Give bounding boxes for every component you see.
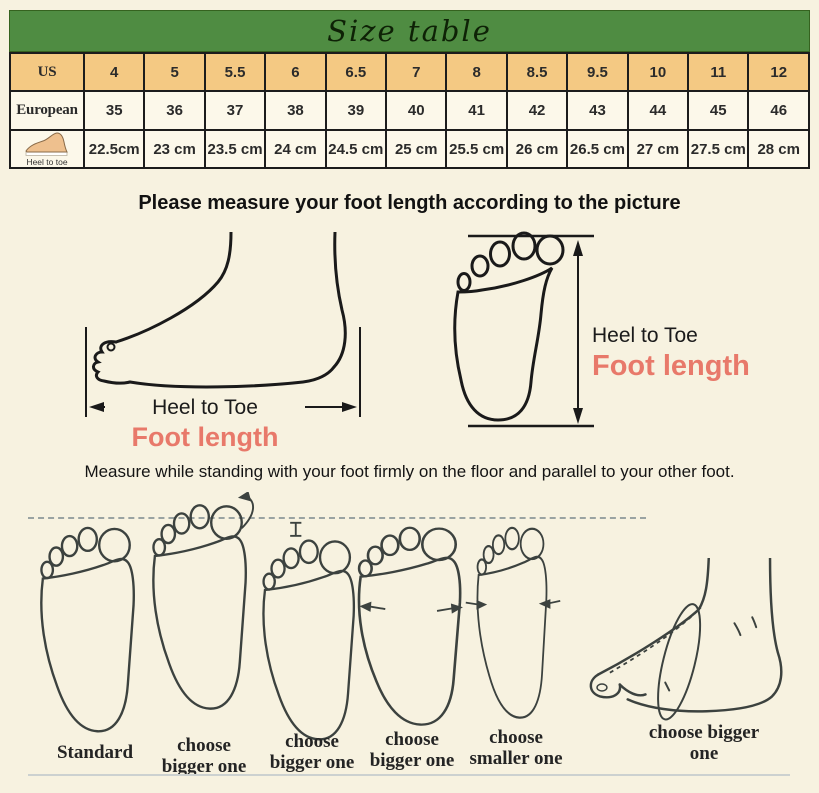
us-size-cell: 11: [688, 53, 748, 91]
size-table-banner: [9, 10, 810, 52]
cm-size-cell: 26.5 cm: [567, 130, 627, 168]
eu-size-cell: 41: [446, 91, 506, 130]
heel-to-toe-row: [10, 130, 809, 168]
eu-size-cell: 39: [326, 91, 386, 130]
us-size-cell: 5: [144, 53, 204, 91]
us-size-cell: 6: [265, 53, 325, 91]
size-table-title: Size table: [327, 14, 492, 48]
us-size-cell: 10: [628, 53, 688, 91]
cm-size-cell: 27.5 cm: [688, 130, 748, 168]
cm-size-cell: 27 cm: [628, 130, 688, 168]
foot-standard-illustration: [40, 524, 145, 739]
sole-view-heel-to-toe-label: Heel to Toe: [592, 324, 698, 347]
us-row-label: US: [10, 53, 84, 91]
eu-size-cell: 38: [265, 91, 325, 130]
side-view-foot-length-label: Foot length: [131, 422, 279, 452]
foot-wide-illustration: [352, 524, 474, 732]
eu-size-cell: 37: [205, 91, 265, 130]
eu-size-cell: 46: [748, 91, 809, 130]
eu-size-cell: 40: [386, 91, 446, 130]
measure-note: Measure while standing with your foot firmly on the floor and parallel to your other foot.: [84, 462, 735, 481]
cm-size-cell: 23.5 cm: [205, 130, 265, 168]
cm-size-cell: 23 cm: [144, 130, 204, 168]
cm-size-cell: 26 cm: [507, 130, 567, 168]
cm-size-cell: 24.5 cm: [326, 130, 386, 168]
us-size-row: [10, 53, 809, 91]
european-row-label: European: [10, 91, 84, 130]
us-size-cell: 6.5: [326, 53, 386, 91]
eu-size-cell: 43: [567, 91, 627, 130]
fit-guide-label-bigger-4: choose bigger one: [648, 722, 760, 765]
fit-guide-label-bigger-1: choose bigger one: [161, 735, 247, 778]
foot-side-icon: [24, 131, 70, 157]
eu-size-cell: 44: [628, 91, 688, 130]
foot-short-gap-illustration: [262, 520, 365, 744]
fit-guide-label-bigger-3: choose bigger one: [369, 729, 455, 772]
heel-to-toe-caption: Heel to toe: [26, 157, 68, 168]
heel-to-toe-label-cell: [10, 130, 84, 168]
eu-size-cell: 45: [688, 91, 748, 130]
cm-size-cell: 28 cm: [748, 130, 809, 168]
bottom-divider-line: [28, 774, 790, 776]
us-size-cell: 12: [748, 53, 809, 91]
us-size-cell: 8.5: [507, 53, 567, 91]
us-size-cell: 8: [446, 53, 506, 91]
measure-heading: Please measure your foot length according to the picture: [138, 192, 681, 214]
us-size-cell: 5.5: [205, 53, 265, 91]
size-table: [9, 52, 810, 169]
cm-size-cell: 25.5 cm: [446, 130, 506, 168]
us-size-cell: 9.5: [567, 53, 627, 91]
fit-guide-label-standard: Standard: [56, 742, 134, 763]
sole-view-foot-length-label: Foot length: [592, 350, 750, 382]
toe-alignment-dashed-line: [28, 517, 646, 519]
foot-narrow-illustration: [464, 524, 562, 725]
foot-sole-view-diagram: [452, 230, 607, 435]
cm-size-cell: 24 cm: [265, 130, 325, 168]
eu-size-cell: 36: [144, 91, 204, 130]
eu-size-cell: 35: [84, 91, 144, 130]
foot-high-instep-illustration: [588, 558, 786, 731]
eu-size-cell: 42: [507, 91, 567, 130]
side-view-heel-to-toe-label: Heel to Toe: [105, 396, 305, 420]
us-size-cell: 4: [84, 53, 144, 91]
cm-size-cell: 25 cm: [386, 130, 446, 168]
fit-guide-label-smaller: choose smaller one: [469, 727, 563, 770]
us-size-cell: 7: [386, 53, 446, 91]
fit-guide-label-bigger-2: choose bigger one: [269, 731, 355, 774]
cm-size-cell: 22.5cm: [84, 130, 144, 168]
european-size-row: [10, 91, 809, 130]
foot-long-toe-illustration: [150, 492, 260, 721]
